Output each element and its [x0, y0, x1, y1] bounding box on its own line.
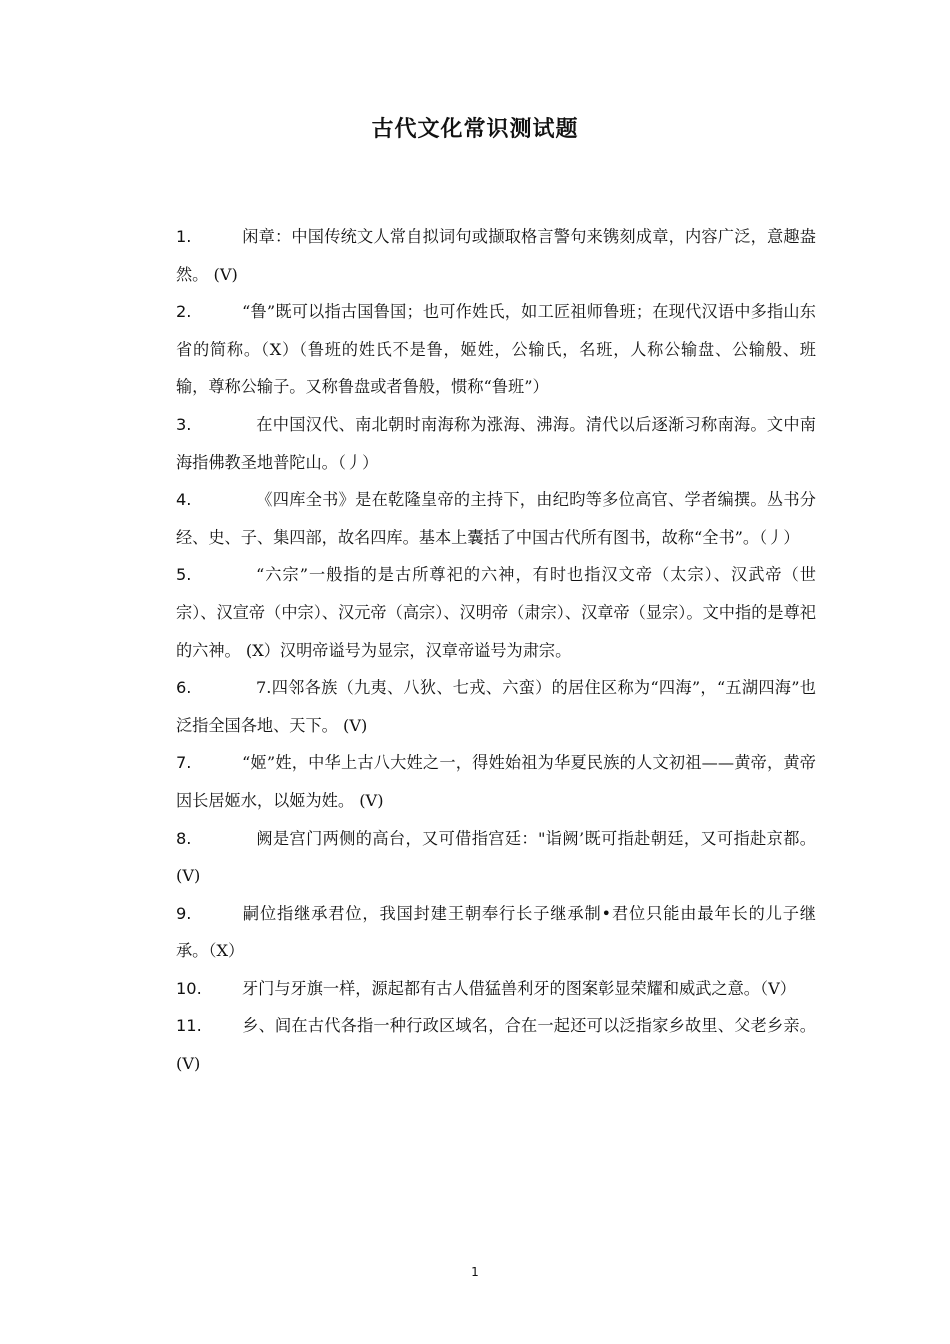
question-number: 6. — [176, 678, 192, 698]
question-text: 在中国汉代、南北朝时南海称为涨海、沸海。清代以后逐渐习称南海。文中南海指佛教圣地普陀山。（丿） — [176, 414, 816, 472]
question-list — [176, 218, 816, 1083]
question-item — [176, 406, 816, 481]
question-number: 8. — [176, 828, 192, 848]
question-text: 嗣位指继承君位，我国封建王朝奉行长子继承制•君位只能由最年长的儿子继承。（X） — [176, 903, 816, 961]
question-item — [176, 293, 816, 406]
question-item — [176, 820, 816, 895]
question-number: 9. — [176, 903, 192, 923]
document-title: 古代文化常识测试题 — [371, 117, 579, 142]
question-number: 11. — [176, 1016, 202, 1036]
question-item — [176, 218, 816, 293]
question-text: 《四库全书》是在乾隆皇帝的主持下，由纪昀等多位高官、学者编撰。丛书分经、史、子、集四部，故名四库。基本上囊括了中国古代所有图书，故称“全书”。（丿） — [176, 490, 816, 547]
question-number: 1. — [176, 227, 192, 246]
question-number: 10. — [176, 978, 202, 998]
question-text: 牙门与牙旗一样，源起都有古人借猛兽利牙的图案彰显荣耀和威武之意。（V） — [242, 978, 796, 998]
question-text: 阙是宫门两侧的高台，又可借指宫廷："诣阙’既可指赴朝廷，又可指赴京都。 (V) — [176, 828, 816, 886]
question-number: 3. — [176, 414, 192, 434]
question-item — [176, 895, 816, 970]
question-number: 7. — [176, 753, 192, 773]
question-item — [176, 669, 816, 744]
question-text: “鲁”既可以指古国鲁国；也可作姓氏，如工匠祖师鲁班；在现代汉语中多指山东省的简称。（X）（鲁班的姓氏不是鲁，姬姓，公输氏，名班，人称公输盘、公输般、班输，尊称公输子。又称鲁盘或者鲁般，惯称“鲁班”） — [176, 302, 816, 397]
question-item — [176, 481, 816, 556]
question-text: “六宗”一般指的是古所尊祀的六神，有时也指汉文帝（太宗）、汉武帝（世宗）、汉宣帝（中宗）、汉元帝（高宗）、汉明帝（肃宗）、汉章帝（显宗）。文中指的是尊祀的六神。 (X）汉明帝谥号为显宗，汉章帝谥号为肃宗。 — [176, 565, 816, 660]
question-item — [176, 556, 816, 669]
question-item — [176, 970, 816, 1008]
question-number: 2. — [176, 302, 192, 322]
question-text: 闲章：中国传统文人常自拟词句或撷取格言警句来镌刻成章，内容广泛，意趣盎然。 (V) — [176, 227, 816, 284]
question-text: “姬”姓，中华上古八大姓之一，得姓始祖为华夏民族的人文初祖——黄帝，黄帝因长居姬水，以姬为姓。 (V) — [176, 753, 816, 810]
question-number: 5. — [176, 565, 192, 585]
question-text: 乡、闾在古代各指一种行政区域名，合在一起还可以泛指家乡故里、父老乡亲。 (V) — [176, 1016, 816, 1074]
question-text: 7.四邻各族（九夷、八狄、七戎、六蛮）的居住区称为“四海”，“五湖四海”也泛指全国各地、天下。 (V) — [176, 678, 816, 735]
question-number: 4. — [176, 490, 192, 510]
question-item — [176, 1007, 816, 1082]
question-item — [176, 744, 816, 819]
page-number: 1 — [471, 1265, 479, 1279]
